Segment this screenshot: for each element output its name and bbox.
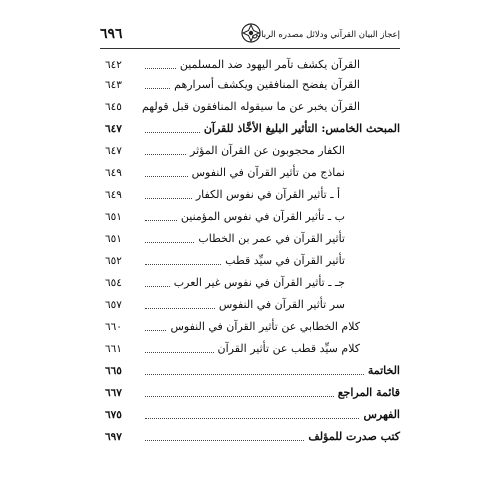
toc-entry-title: سر تأثير القرآن في النفوس [218,298,345,311]
toc-entry-page: ٦٥١ [105,211,122,223]
toc-entry-page: ٦٤٥ [105,101,122,113]
toc-entry-title: كتب صدرت للمؤلف [308,430,400,443]
toc-entry-page: ٦٦٧ [105,387,122,399]
dot-leader [145,440,304,441]
toc-entry-title: ب ـ تأثير القرآن في نفوس المؤمنين [180,210,345,223]
dot-leader [145,286,170,287]
dot-leader [145,374,364,375]
dot-leader [145,242,194,243]
toc-entry [105,185,400,205]
toc-entry-title: الفهرس [363,408,400,421]
toc-entry-page: ٦٤٩ [105,167,122,179]
dot-leader [145,132,200,133]
toc-entry-title: نماذج من تأثير القرآن في النفوس [191,166,345,179]
toc-entry [105,427,400,447]
toc-entry [105,251,400,271]
toc-entry-page: ٦٤٧ [105,123,122,135]
toc-entry-title: كلام سيِّد قطب عن تأثير القرآن [217,342,360,355]
toc-entry [105,405,400,425]
dot-leader [145,352,214,353]
dot-leader [145,88,170,89]
toc-entry-page: ٦٤٩ [105,189,122,201]
toc-entry-page: ٦٥٧ [105,299,122,311]
dot-leader [145,418,359,419]
toc-entry-page: ٦٥١ [105,233,122,245]
toc-entry-title: القرآن يكشف تآمر اليهود ضد المسلمين [179,58,360,71]
toc-entry [105,295,400,315]
toc-entry-title: تأثير القرآن في سيِّد قطب [225,254,345,267]
toc-entry [105,383,400,403]
toc-entry-page: ٦٩٧ [105,431,122,443]
toc-entry [105,273,400,293]
toc-entry-title: الخاتمة [367,364,400,377]
dot-leader [145,220,177,221]
toc-entry [105,97,400,117]
toc-entry [105,317,400,337]
toc-entry-page: ٦٦٥ [105,365,122,377]
toc-entry [105,119,400,139]
table-of-contents [105,55,400,495]
dot-leader [145,308,215,309]
toc-entry [105,361,400,381]
toc-entry-page: ٦٦٠ [105,321,122,333]
toc-entry-title: المبحث الخامس: التأثير البليغ الأخَّاذ للقرآن [203,122,400,135]
toc-entry-title: قائمة المراجع [337,386,400,399]
toc-entry-page: ٦٤٧ [105,145,122,157]
dot-leader [145,264,221,265]
toc-entry [105,229,400,249]
toc-entry-title: القرآن يفضح المنافقين ويكشف أسرارهم [174,78,360,91]
dot-leader [145,68,176,69]
toc-entry-title: الكفار محجوبون عن القرآن المؤثر [190,144,345,157]
toc-entry-page: ٦٤٣ [105,79,122,91]
toc-entry-title: جـ ـ تأثير القرآن في نفوس غير العرب [173,276,345,289]
dot-leader [145,396,334,397]
toc-entry-title: تأثير القرآن في عمر بن الخطاب [198,232,345,245]
toc-entry [105,163,400,183]
toc-entry-page: ٦٤٢ [105,59,122,71]
dot-leader [145,154,186,155]
toc-entry [105,75,400,95]
toc-entry [105,141,400,161]
toc-entry-title: القرآن يخبر عن ما سيقوله المنافقون قبل قولهم [141,100,360,113]
toc-entry [105,55,400,75]
toc-entry [105,339,400,359]
page-header [100,24,400,50]
header-rule [100,48,400,49]
toc-entry-page: ٦٥٤ [105,277,122,289]
running-title: إعجاز البيان القرآني ودلائل مصدره الرباني [251,30,400,40]
toc-entry-page: ٦٧٥ [105,409,122,421]
toc-entry [105,207,400,227]
toc-entry-page: ٦٦١ [105,343,122,355]
dot-leader [145,330,166,331]
toc-entry-page: ٦٥٢ [105,255,122,267]
toc-entry-title: كلام الخطابي عن تأثير القرآن في النفوس [170,320,360,333]
dot-leader [145,198,192,199]
toc-entry-title: أ ـ تأثير القرآن في نفوس الكفار [195,188,340,201]
page-number: ٦٩٦ [100,26,123,42]
dot-leader [145,176,188,177]
